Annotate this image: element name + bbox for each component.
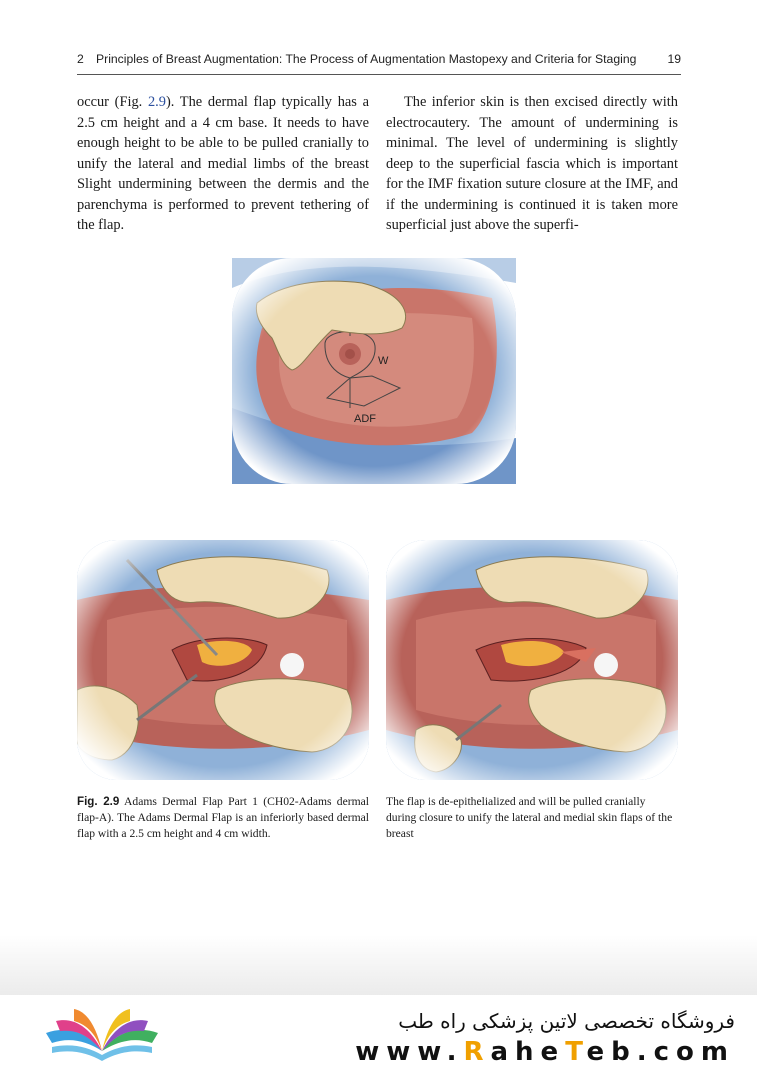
body-column-right bbox=[386, 92, 678, 236]
url-part: ahe bbox=[490, 1037, 566, 1067]
illustration-flap-deepithelialized bbox=[386, 540, 678, 780]
url-highlight: R bbox=[463, 1037, 491, 1067]
figure-caption-right: The flap is de-epithelialized and will be pulled cranially during closure to unify the lateral and medial skin flaps of the breast bbox=[386, 795, 673, 840]
body-paragraph-left bbox=[77, 92, 369, 236]
body-text: occur (Fig. bbox=[77, 94, 148, 110]
chapter-title: Principles of Breast Augmentation: The Process of Augmentation Mastopexy and Criteria for Staging bbox=[96, 52, 637, 66]
figure-caption-left bbox=[77, 794, 369, 842]
figure-reference-link[interactable]: 2.9 bbox=[147, 94, 166, 110]
store-url[interactable] bbox=[355, 1037, 735, 1067]
body-paragraph-right: The inferior skin is then excised directly with electrocautery. The amount of undermining is minimal. The level of undermining is slightly deep to the superficial fascia which is important for the IMF fixation suture closure at the IMF, and if the undermining is continued it is taken more superficial just above the superfi- bbox=[386, 94, 678, 233]
store-name: فروشگاه تخصصی لاتین پزشکی راه طب bbox=[398, 1009, 735, 1033]
body-column-left bbox=[77, 92, 369, 236]
page-number: 19 bbox=[667, 52, 681, 66]
illustration-breast-marking bbox=[232, 258, 516, 484]
caption-text: Adams Dermal Flap Part 1 (CH02-Adams dermal flap-A). The Adams Dermal Flap is an inferiorly based dermal flap with a 2.5 cm height and 4 cm width. bbox=[77, 795, 369, 840]
illustration-flap-incision bbox=[77, 540, 369, 780]
figure-label: Fig. 2.9 bbox=[77, 795, 120, 808]
book-logo-icon bbox=[38, 1003, 166, 1063]
url-part: eb.com bbox=[586, 1037, 735, 1067]
running-head bbox=[77, 52, 681, 70]
body-text: ). The dermal flap typically has a 2.5 cm height and a 4 cm base. It needs to have enough height to be able to be pulled cranially to unify the lateral and medial limbs of the breast Slight undermining between the dermis and the parenchyma is performed to prevent tethering of the flap. bbox=[77, 94, 369, 233]
chapter-number: 2 bbox=[77, 52, 84, 66]
url-highlight: T bbox=[565, 1037, 587, 1067]
url-part: www. bbox=[355, 1037, 464, 1067]
header-rule bbox=[77, 74, 681, 75]
store-banner bbox=[0, 995, 757, 1080]
